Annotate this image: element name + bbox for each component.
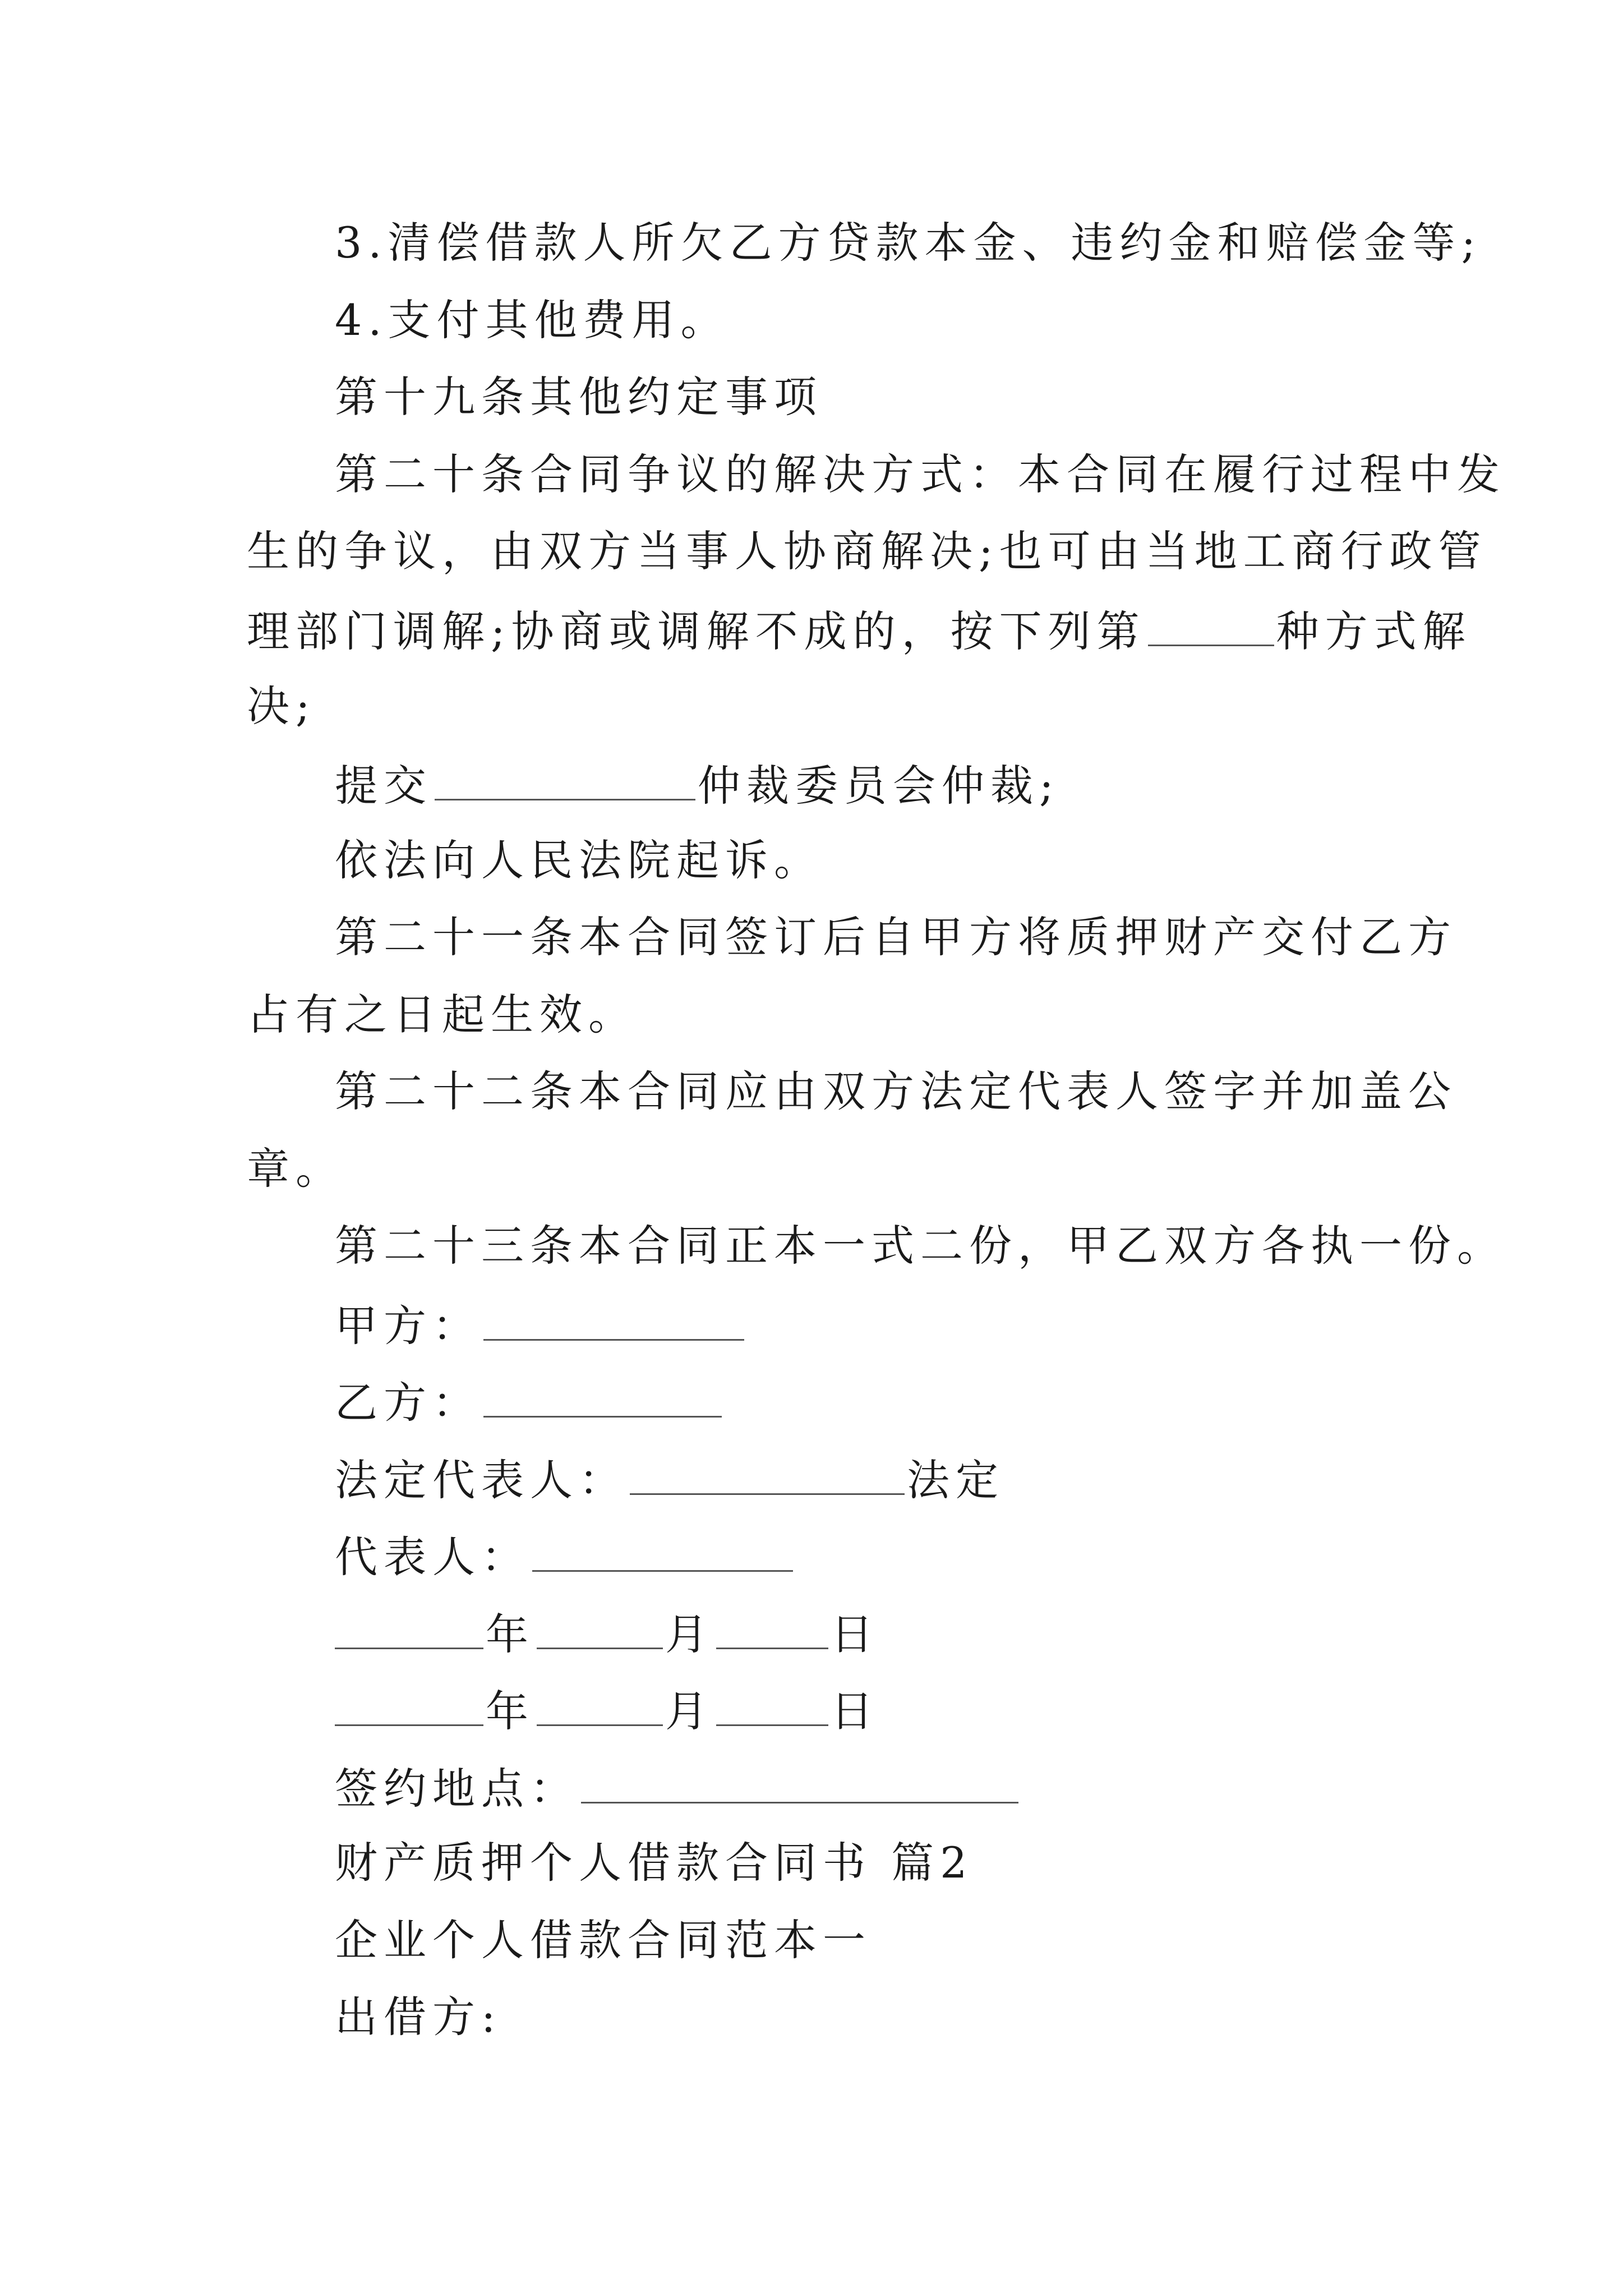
party-a-line: 甲方： — [335, 1302, 746, 1347]
article-21-line-2: 占有之日起生效。 — [247, 990, 637, 1039]
legal-rep-line-1: 法定代表人： 法定 — [335, 1455, 1004, 1505]
article-20-line-3: 理部门调解;协商或调解不成的，按下列第 种方式解 — [247, 606, 1472, 656]
blank-sign-place[interactable] — [581, 1765, 1018, 1803]
section-title: 财产质押个人借款合同书 篇2 — [335, 1838, 974, 1888]
date-line-1: 年 月 日 — [335, 1611, 879, 1656]
option-arbitration: 提交 仲裁委员会仲裁; — [335, 761, 1060, 811]
lender-line: 出借方: — [335, 1992, 502, 2042]
article-23: 第二十三条本合同正本一式二份，甲乙双方各执一份。 — [335, 1221, 1506, 1271]
clause-item-4: 4.支付其他费用。 — [335, 295, 730, 345]
blank-day-2[interactable] — [716, 1687, 828, 1726]
blank-legal-rep-b[interactable] — [532, 1533, 793, 1572]
article-19: 第十九条其他约定事项 — [335, 372, 823, 422]
article-20-line-4: 决; — [247, 681, 316, 731]
blank-method-number[interactable] — [1148, 608, 1274, 646]
blank-day-1[interactable] — [716, 1611, 828, 1649]
option-court: 依法向人民法院起诉。 — [335, 835, 823, 885]
date-line-2: 年 月 日 — [335, 1687, 879, 1733]
blank-party-b[interactable] — [483, 1379, 722, 1418]
article-22-line-2: 章。 — [247, 1144, 344, 1194]
blank-month-2[interactable] — [537, 1687, 663, 1726]
blank-arbitration-committee[interactable] — [435, 762, 695, 800]
blank-year-1[interactable] — [335, 1611, 483, 1649]
article-22-line-1: 第二十二条本合同应由双方法定代表人签字并加盖公 — [335, 1066, 1457, 1116]
article-20-line-2: 生的争议，由双方当事人协商解决;也可由当地工商行政管 — [247, 526, 1487, 576]
sample-title: 企业个人借款合同范本一 — [335, 1915, 872, 1965]
article-20-line-1: 第二十条合同争议的解决方式：本合同在履行过程中发 — [335, 449, 1506, 499]
party-b-line: 乙方： — [335, 1379, 724, 1424]
blank-party-a[interactable] — [483, 1302, 744, 1341]
blank-year-2[interactable] — [335, 1687, 483, 1726]
blank-legal-rep-a[interactable] — [630, 1456, 905, 1495]
legal-rep-line-2: 代表人： — [335, 1533, 795, 1579]
blank-month-1[interactable] — [537, 1611, 663, 1649]
sign-place-line: 签约地点： — [335, 1765, 1021, 1810]
article-21-line-1: 第二十一条本合同签订后自甲方将质押财产交付乙方 — [335, 912, 1457, 962]
clause-item-3: 3.清偿借款人所欠乙方贷款本金、违约金和赔偿金等; — [335, 218, 1482, 268]
